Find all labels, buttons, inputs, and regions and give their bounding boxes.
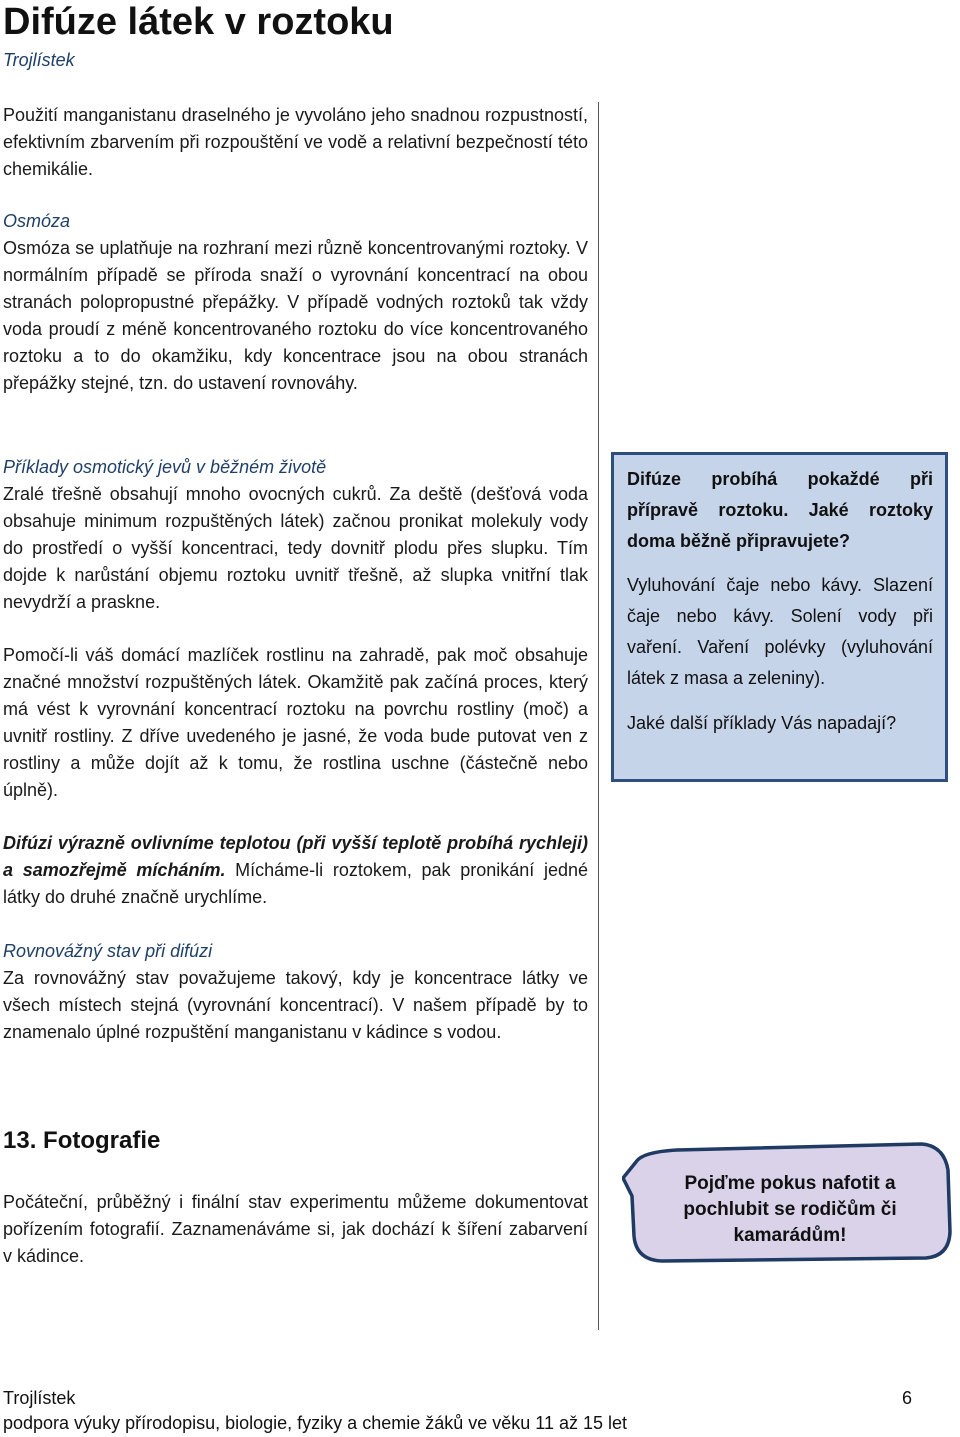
examples-heading: Příklady osmotický jevů v běžném životě [3, 457, 327, 477]
equilibrium-heading: Rovnovážný stav při difúzi [3, 941, 213, 961]
page-number: 6 [902, 1388, 913, 1408]
page-title: Difúze látek v roztoku [3, 1, 394, 43]
osmosis-heading: Osmóza [3, 211, 71, 231]
examples-section [3, 454, 588, 616]
intro-paragraph: Použití manganistanu draselného je vyvoláno jeho snadnou rozpustností, efektivním zbarvením při rozpouštění ve vodě a relativní bezpečností této chemikálie. [3, 105, 588, 179]
osmosis-section [3, 208, 588, 397]
column-divider [598, 102, 599, 1330]
photo-heading: 13. Fotografie [3, 1127, 161, 1154]
temperature-emphasis: Difúzi výrazně ovlivníme teplotou (při vyšší teplotě probíhá rychleji) a samozřejmě mícháním. [3, 833, 588, 880]
photo-paragraph: Počáteční, průběžný i finální stav experimentu můžeme dokumentovat pořízením fotografií. Zaznamenáváme si, jak dochází k šíření zabarvení v kádince. [3, 1192, 588, 1266]
info-box [611, 452, 948, 782]
examples-paragraph-1: Zralé třešně obsahují mnoho ovocných cukrů. Za deště (dešťová voda obsahuje minimum rozpuštěných látek) začnou pronikat molekuly vody do prostředí o vyšší koncentraci, tedy dovnitř plodu přes slupku. Tím dojde k narůstání objemu roztoku uvnitř třešně, až slupka vnitřní tlak nevydrží a praskne. [3, 484, 588, 612]
speech-bubble-text: Pojďme pokus nafotit a pochlubit se rodičům či kamarádům! [683, 1173, 897, 1246]
footer-tagline: podpora výuky přírodopisu, biologie, fyziky a chemie žáků ve věku 11 až 15 let [3, 1413, 628, 1433]
equilibrium-text: Za rovnovážný stav považujeme takový, kdy je koncentrace látky ve všech místech stejná (vyrovnání koncentrací). V našem případě by to znamenalo úplné rozpuštění manganistanu v kádince s vodou. [3, 968, 588, 1042]
info-followup: Jaké další příklady Vás napadají? [627, 713, 897, 733]
info-question: Difúze probíhá pokaždé při přípravě roztoku. Jaké roztoky doma běžně připravujete? [627, 469, 933, 551]
info-answer: Vyluhování čaje nebo kávy. Slazení čaje nebo kávy. Solení vody při vaření. Vaření polévky (vyluhování látek z masa a zeleniny). [627, 575, 933, 688]
osmosis-text: Osmóza se uplatňuje na rozhraní mezi různě koncentrovanými roztoky. V normálním případě se příroda snaží o vyrovnání koncentrací na obou stranách polopropustné přepážky. V případě vodných roztoků tak vždy voda proudí z méně koncentrovaného roztoku do více koncentrovaného roztoku a to do okamžiku, kdy koncentrace jsou na obou stranách přepážky stejné, tzn. do ustavení rovnováhy. [3, 238, 588, 393]
equilibrium-section [3, 938, 588, 1046]
footer-brand: Trojlístek [3, 1388, 76, 1408]
temperature-paragraph [3, 830, 588, 911]
examples-paragraph-2: Pomočí-li váš domácí mazlíček rostlinu na zahradě, pak moč obsahuje značné množství rozpuštěných látek. Okamžitě pak začíná proces, který má vést k vyrovnání koncentrací roztoku na povrchu rostliny (moč) a uvnitř rostliny. Z dříve uvedeného je jasné, že voda bude putovat ven z rostliny a může dojít až k tomu, že rostlina uschne (částečně nebo úplně). [3, 645, 588, 800]
temperature-rest: Mícháme-li roztokem, pak pronikání jedné látky do druhé značně urychlíme. [3, 860, 588, 907]
page-subtitle: Trojlístek [3, 50, 75, 70]
